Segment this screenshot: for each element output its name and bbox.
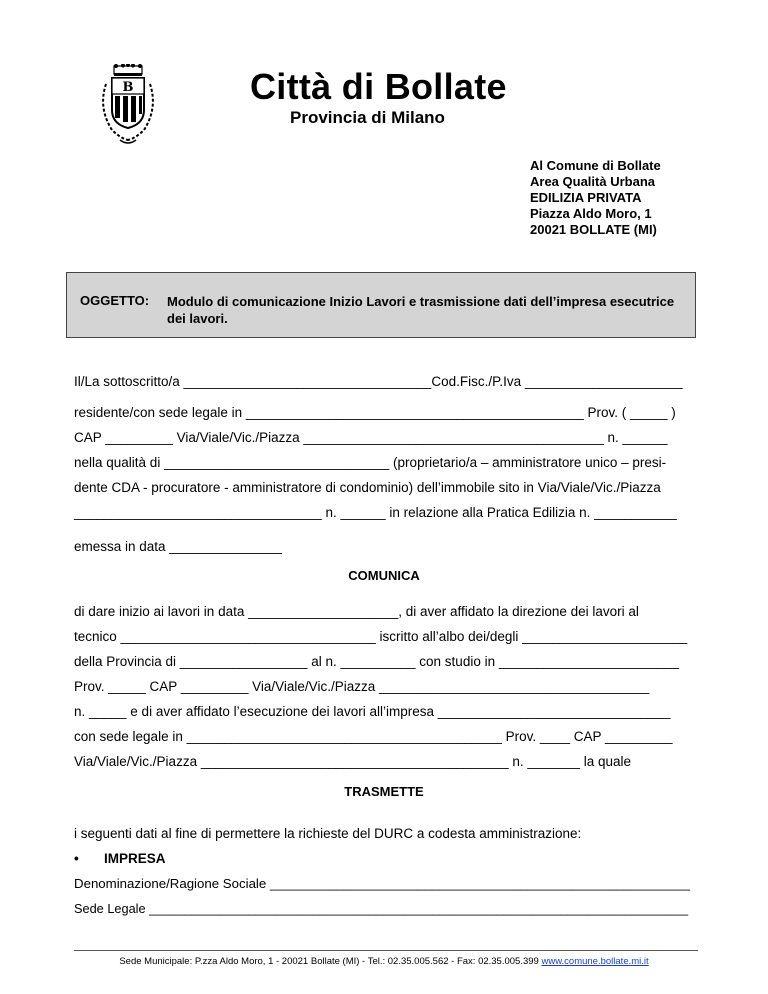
svg-text:B: B [122,80,134,95]
form-line-technician[interactable]: tecnico __________________________________ iscritto all’albo dei/degli ______________________ [74,629,688,644]
page-subtitle: Provincia di Milano [290,108,445,127]
recipient-line: Area Qualità Urbana [530,174,655,189]
subject-text: Modulo di comunicazione Inizio Lavori e trasmissione dati dell’impresa esecutrice dei lavori. [167,294,675,326]
bullet-impresa [74,851,166,866]
bullet-icon: • [74,851,79,866]
form-line-role-cont: dente CDA - procuratore - amministratore di condominio) dell’immobile sito in Via/Viale/Vic./Piazza [74,480,661,495]
form-line-legal-seat[interactable]: Sede Legale ____________________________________________________________________________ [74,901,689,916]
form-line-company-seat[interactable]: con sede legale in __________________________________________ Prov. ____ CAP _________ [74,729,673,744]
form-line-address[interactable]: CAP _________ Via/Viale/Vic./Piazza ________________________________________ n. ______ [74,430,668,445]
form-line-role[interactable]: nella qualità di ______________________________ (proprietario/a – amministratore unico – presi- [74,455,667,470]
recipient-line: Piazza Aldo Moro, 1 [530,206,652,221]
form-line-residence[interactable]: residente/con sede legale in _____________________________________________ Prov. ( _____ ) [74,405,676,420]
form-line-start-date[interactable]: di dare inizio ai lavori in data ____________________, di aver affidato la direzione dei lavori al [74,604,639,619]
form-line-company-name[interactable]: Denominazione/Ragione Sociale _________________________________________________________ [74,876,690,891]
footer [0,956,768,967]
subject-label: OGGETTO: [80,293,150,308]
bullet-label: IMPRESA [104,851,166,866]
form-line-issue-date[interactable]: emessa in data _______________ [74,539,282,554]
coat-of-arms-logo [96,64,160,148]
footer-website-link[interactable]: www.comune.bollate.mi.it [541,956,649,967]
recipient-line: EDILIZIA PRIVATA [530,190,642,205]
heading-trasmette: TRASMETTE [344,784,424,799]
recipient-address [530,158,661,238]
footer-divider [74,950,698,951]
footer-text: Sede Municipale: P.zza Aldo Moro, 1 - 20021 Bollate (MI) - Tel.: 02.35.005.562 - Fax: 02.35.005.399 [119,956,542,967]
recipient-line: Al Comune di Bollate [530,158,661,173]
form-line-province[interactable]: della Provincia di _________________ al n. __________ con studio in ________________________ [74,654,680,669]
form-line-declarant[interactable]: Il/La sottoscritto/a _________________________________Cod.Fisc./P.Iva _____________________ [74,374,683,389]
page-title: Città di Bollate [250,66,507,107]
trasmette-intro: i seguenti dati al fine di permettere la richieste del DURC a codesta amministrazione: [74,826,582,841]
form-line-studio-address[interactable]: Prov. _____ CAP _________ Via/Viale/Vic./Piazza ____________________________________ [74,679,650,694]
recipient-line: 20021 BOLLATE (MI) [530,222,657,237]
form-line-company[interactable]: n. _____ e di aver affidato l’esecuzione dei lavori all’impresa _______________________________ [74,704,671,719]
heading-comunica: COMUNICA [348,568,420,583]
form-line-property[interactable]: _________________________________ n. ______ in relazione alla Pratica Edilizia n. ___________ [74,505,677,520]
form-line-company-address[interactable]: Via/Viale/Vic./Piazza _________________________________________ n. _______ la quale [74,754,632,769]
